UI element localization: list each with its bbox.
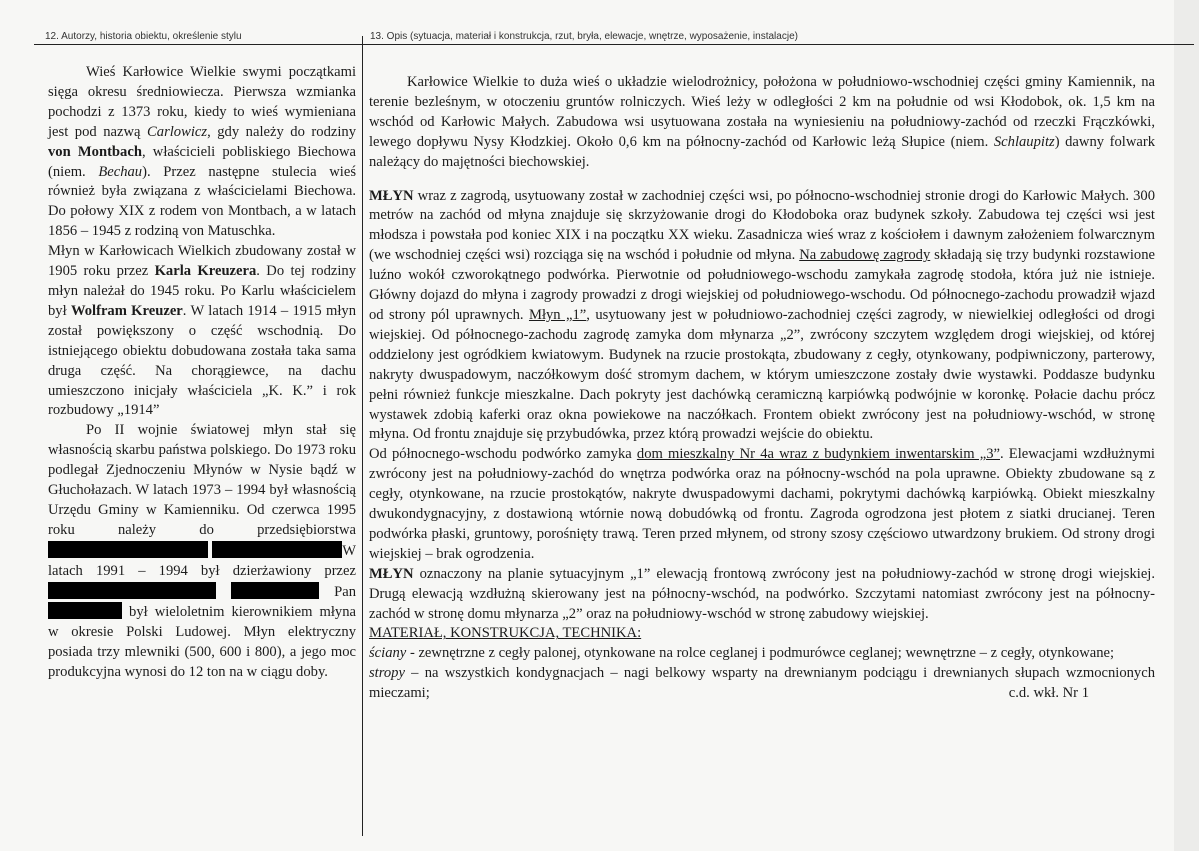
text: Pan bbox=[334, 583, 356, 600]
material-heading: MATERIAŁ, KONSTRUKCJA, TECHNIKA: bbox=[369, 625, 642, 642]
text-bold: MŁYN bbox=[369, 565, 414, 582]
text-italic: stropy bbox=[369, 665, 405, 682]
section-13-heading: 13. Opis (sytuacja, materiał i konstrukcja, rzut, bryła, elewacje, wnętrze, wyposażenie, instalacje) bbox=[370, 31, 798, 42]
text: . W latach 1914 – 1915 młyn został powiększony o część wschodnią. Do istniejącego obiektu dobudowana została taka sama druga część. Na chorągiewce, na dachu umieszczono inicjały właściciela „K. K.” i rok rozbudowy „1914” bbox=[48, 302, 357, 419]
description-column bbox=[369, 73, 1155, 704]
text: , właścicieli pobliskiego Biechowa (niem. bbox=[48, 143, 356, 180]
continued-note: c.d. wkł. Nr 1 bbox=[1008, 685, 1089, 702]
text: W latach 1991 – 1994 był dzierżawiony przez bbox=[48, 542, 356, 579]
text: Od północnego-wschodu podwórko zamyka bbox=[369, 446, 637, 463]
text: . Elewacjami wzdłużnymi zwrócony jest na południowy-zachód do wnętrza podwórka oraz na północny-wschód na pola uprawne. Obiekty zbudowane są z cegły, otynkowane, na rzucie prostokątów, nakryte dwuspadowymi dachami, pokrytymi dachówką karpiówką. Obiekt mieszkalny dwukondygnacyjny, z dostawioną wtórnie nową dobudówką od frontu. Zagroda ogrodzona jest płotem z siatki drucianej. Teren podwórka płaski, gruntowy, porośnięty trawą. Teren przed młynem, od strony szosy częściowo utwardzony brukiem. Od strony drogi wiejskiej – brak ogrodzenia. bbox=[369, 446, 1155, 562]
text: Po II wojnie światowej młyn stał się własnością skarbu państwa polskiego. Do 1973 roku podlegał Zjednoczeniu Młynów w Nysie bądź w Głuchołazach. W latach 1973 – 1994 był własnością Urzędu Gminy w Kamienniku. Od czerwca 1995 roku należy do przedsiębiorstwa bbox=[48, 422, 356, 538]
text: . Do tej rodziny młyn należał do 1945 roku. Po Karlu właścicielem był bbox=[48, 263, 356, 319]
text-underlined: dom mieszkalny Nr 4a wraz z budynkiem inwentarskim „3” bbox=[636, 446, 1000, 463]
redaction-block bbox=[48, 541, 208, 558]
history-column bbox=[48, 63, 356, 683]
ceilings-entry bbox=[369, 664, 1155, 704]
text: składają się trzy budynki rozstawione luźno wokół czworokątnego podwórka. Pierwotnie od południowego-wschodu zamykała zagrodę stodoła, która już nie istnieje. Główny dojazd do młyna i zagrody prowadzi z drogi wiejskiej od południowego-wschodu. Od północnego-zachodu prowadził wjazd od strony pól uprawnych. bbox=[369, 247, 1155, 323]
text: - zewnętrzne z cegły palonej, otynkowane na rolce ceglanej i podmurówce ceglanej; wewnętrzne – z cegły, otynkowane; bbox=[406, 645, 1115, 662]
text: Karłowice Wielkie to duża wieś o układzie wielodrożnicy, położona w południowo-wschodniej części gminy Kamiennik, na terenie bezleśnym, w otoczeniu gruntów rolniczych. Wieś leży w odległości 2 km na południe od wsi Kłodobok, ok. 1,5 km na wschód od Karłowic Małych. Zabudowa wsi usytuowana została na wyniesieniu na południowy-zachód od rzeczki Frączkówki, lewego dopływu Nysy Kłodzkiej. Około 0,6 km na północny-zachód od Karłowic leżą Słupice (niem. bbox=[369, 74, 1155, 150]
text-bold: MŁYN bbox=[369, 187, 414, 204]
text-bold: Wolfram Kreuzer bbox=[70, 302, 183, 319]
text: ) dawny folwark należący do majętności biechowskiej. bbox=[369, 133, 1156, 170]
text: wraz z zagrodą, usytuowany został w zachodniej części wsi, po północno-wschodniej stronie drogi do Karłowic Małych. 300 metrów na zachód od młyna znajduje się skrzyżowanie drogi do Kłodoboka oraz budynek szkoły. Zabudowa tej części wsi jest młodsza i powstała pod koniec XIX i na początku XX wieku. Zasadnicza wieś wraz z kościołem i dawnym założeniem folwarcznym (we wschodniej części wsi) rozciąga się na wschód i południe od młyna. bbox=[369, 187, 1155, 264]
section-12-heading: 12. Autorzy, historia obiektu, określenie stylu bbox=[45, 31, 242, 42]
text: był wieloletnim kierownikiem młyna w okresie Polski Ludowej. Młyn elektryczny posiada trzy mlewniki (500, 600 i 800), a jego moc produkcyjna wynosi do 12 ton na w ciągu doby. bbox=[48, 604, 356, 681]
paragraph-gap bbox=[369, 173, 1155, 187]
text: – na wszystkich kondygnacjach – nagi belkowy wsparty na drewnianym podciągu i drewnianych słupach wzmocnionych mieczami; bbox=[369, 665, 1155, 702]
description-paragraph-2 bbox=[369, 187, 1155, 446]
text: , usytuowany jest w południowo-zachodniej części zagrody, w niewielkiej odległości od drogi wiejskiej. Od północnego-zachodu zagrodę zamyka dom młynarza „2”, zwrócony szczytem względem drogi wiejskiej, od której oddzielony jest ogródkiem kwiatowym. Budynek na rzucie prostokąta, zbudowany z cegły, otynkowany, podpiwniczony, parterowy, nakryty dwuspadowym, naczółkowym dość stromym dachem, w którym umieszczone zostały dwie wystawki. Poddasze budynku pełni również funkcje mieszkalne. Dach pokryty jest dachówką ceramiczną karpiówką podwójnie w koronkę. Połacie dachu prócz wystawek zdobią kaferki oraz okna powiekowe na naczółkach. Frontem obiekt zwrócony jest na południowy-wschód, w stronę młyna. Od frontu znajduje się przybudówka, przez którą prowadzi wejście do obiektu. bbox=[369, 306, 1155, 443]
history-paragraph-2 bbox=[48, 242, 356, 421]
text-bold: von Montbach bbox=[48, 143, 142, 160]
redaction-block bbox=[48, 582, 216, 599]
text: Wieś Karłowice Wielkie swymi początkami sięga okresu średniowiecza. Pierwsza wzmianka pochodzi z 1373 roku, kiedy to wieś wymieniana jest pod nazwą bbox=[48, 64, 356, 140]
text-italic: Bechau bbox=[98, 163, 143, 180]
description-paragraph-3 bbox=[369, 445, 1155, 564]
text: ). Przez następne stulecia wieś również była związana z właścicielami Biechowa. Do połowy XIX z rodem von Montbach, a w latach 1856 – 1945 z rodziną von Matuschka. bbox=[48, 163, 356, 240]
redaction-block bbox=[212, 541, 342, 558]
walls-entry bbox=[369, 644, 1155, 664]
text: Młyn w Karłowicach Wielkich zbudowany został w 1905 roku przez bbox=[48, 243, 356, 280]
text: oznaczony na planie sytuacyjnym „1” elewacją frontową zwrócony jest na południowy-zachód w stronę drogi wiejskiej. Drugą elewacją wzdłużną skierowany jest na północny-wschód, na podwórko. Szczytami natomiast zwrócony jest na północny-zachód w stronę domu młynarza „2” oraz na południowy-wschód w stronę zabudowy wiejskiej. bbox=[369, 565, 1155, 622]
scan-edge bbox=[1174, 0, 1199, 851]
history-paragraph-3 bbox=[48, 421, 356, 683]
text-bold: Karla Kreuzera bbox=[154, 263, 257, 280]
header-rule bbox=[34, 44, 1194, 45]
redaction-block bbox=[231, 582, 319, 599]
text-underlined: Młyn „1” bbox=[528, 306, 587, 323]
column-divider bbox=[362, 36, 363, 836]
history-paragraph-1 bbox=[48, 63, 356, 242]
text-italic: ściany bbox=[369, 645, 407, 662]
text-underlined: Na zabudowę zagrody bbox=[799, 247, 931, 264]
text-italic: Schlaupitz bbox=[993, 133, 1055, 150]
redaction-block bbox=[48, 602, 122, 619]
description-paragraph-1 bbox=[369, 73, 1155, 173]
description-paragraph-4 bbox=[369, 565, 1155, 625]
text: , gdy należy do rodziny bbox=[207, 123, 357, 140]
text-italic: Carlowicz bbox=[147, 123, 208, 140]
